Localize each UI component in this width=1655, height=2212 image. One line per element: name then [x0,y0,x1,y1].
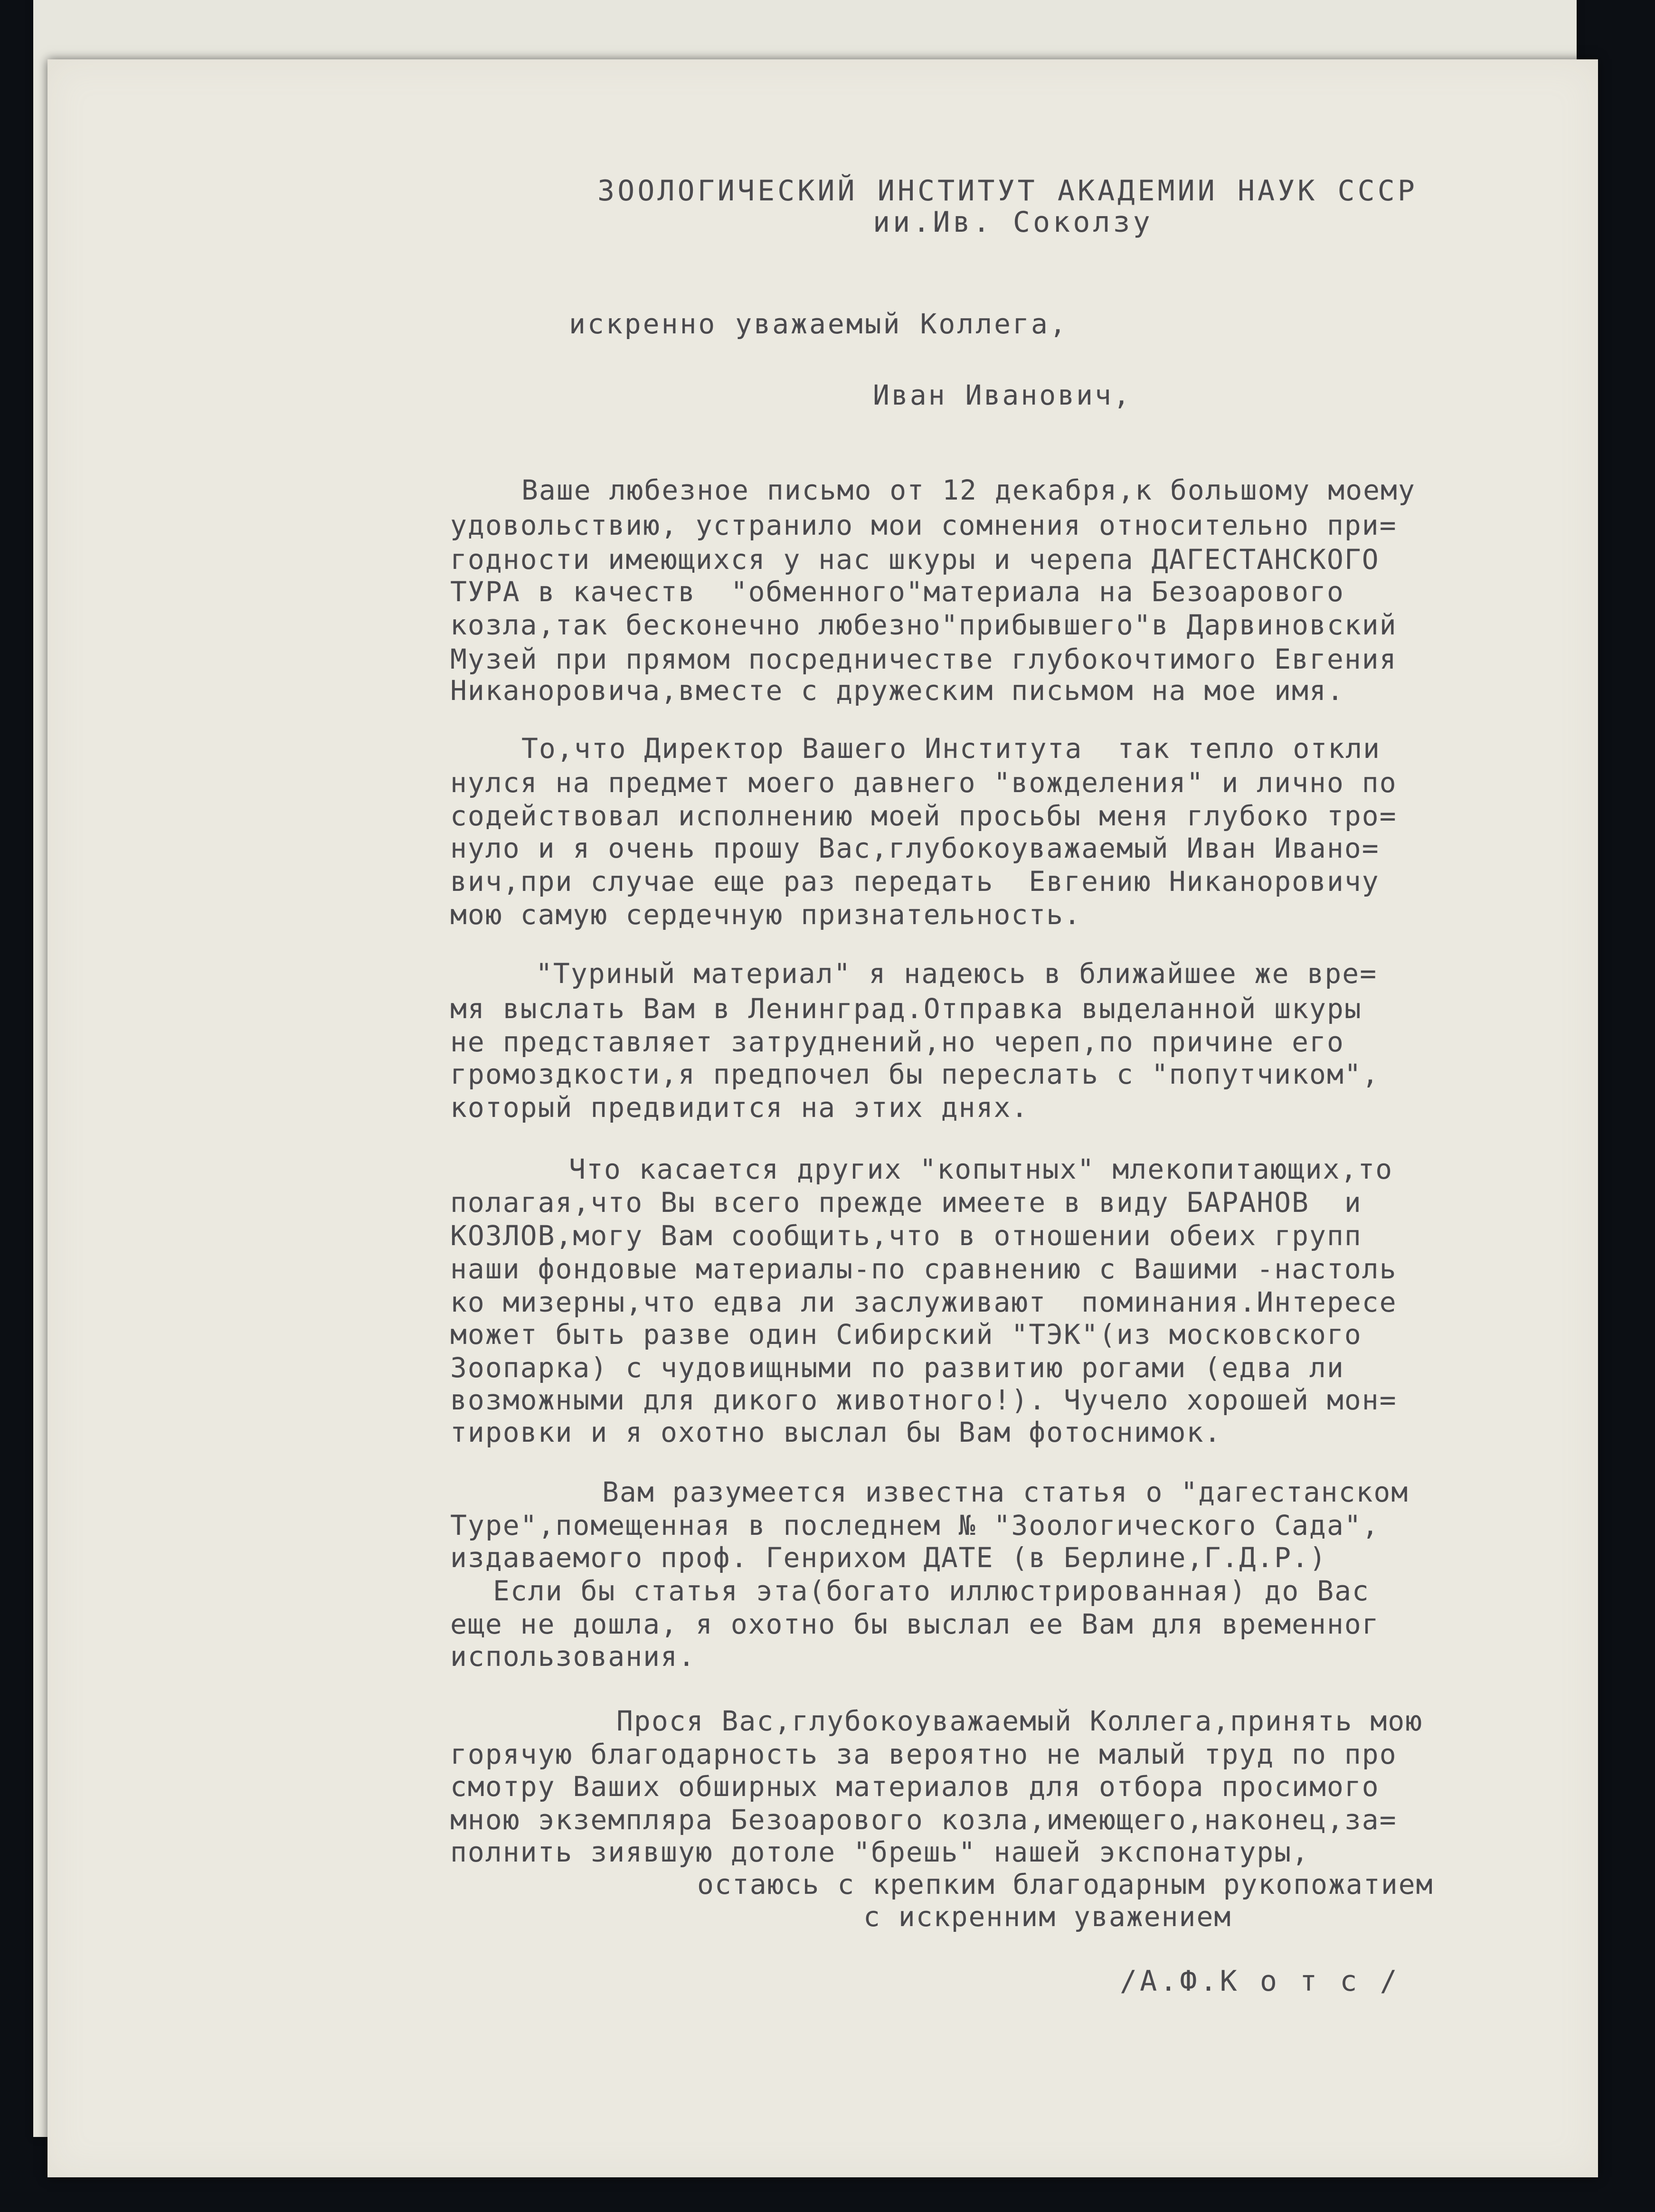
body-line: может быть разве один Сибирский "ТЭК"(из московского [450,1318,1362,1351]
body-line: который предвидится на этих днях. [450,1091,1029,1124]
body-line: содействовал исполнению моей просьбы меня глубоко тро= [450,800,1397,832]
body-line: остаюсь с крепким благодарным рукопожатием [697,1868,1434,1900]
body-line: ко мизерны,что едва ли заслуживают поминания.Интересе [450,1286,1397,1318]
body-line: Что касается других "копытных" млекопитающих,то [569,1153,1393,1185]
body-line: Туре",помещенная в последнем № "Зоологического Сада", [450,1509,1380,1541]
institute-heading: ЗООЛОГИЧЕСКИЙ ИНСТИТУТ АКАДЕМИИ НАУК СССР [597,174,1418,208]
body-line: Вам разумеется известна статья о "дагестанском [602,1476,1409,1508]
body-line: наши фондовые материалы-по сравнению с Вашими -настоль [450,1253,1397,1285]
body-line: удовольствию, устранило мои сомнения относительно при= [450,509,1397,541]
body-line: нулся на предмет моего давнего "вожделения" и лично по [450,766,1397,799]
body-line: смотру Ваших обширных материалов для отбора просимого [450,1770,1380,1803]
body-line: полагая,что Вы всего прежде имеете в виду БАРАНОВ и [450,1186,1362,1219]
body-line: То,что Директор Вашего Института так тепло откли [521,732,1381,765]
body-line: нуло и я очень прошу Вас,глубокоуважаемый Иван Ивано= [450,832,1380,864]
body-line: мою самую сердечную признательность. [450,898,1082,931]
body-line: Ваше любезное письмо от 12 декабря,к большому моему [521,474,1416,506]
body-line: тировки и я охотно выслал бы Вам фотоснимок. [450,1416,1222,1448]
body-line: козла,так бесконечно любезно"прибывшего"в Дарвиновский [450,609,1397,641]
body-line: использования. [450,1640,696,1673]
body-line: годности имеющихся у нас шкуры и черепа ДАГЕСТАНСКОГО [450,543,1380,576]
body-line: Если бы статья эта(богато иллюстрированная) до Вас [493,1575,1370,1607]
body-line: Прося Вас,глубокоуважаемый Коллега,принять мою [616,1705,1423,1737]
signature: /А.Ф.К о т с / [1120,1965,1400,1998]
body-line: КОЗЛОВ,могу Вам сообщить,что в отношении обеих групп [450,1219,1362,1252]
body-line: мною экземпляра Безоарового козла,имеющего,наконец,за= [450,1804,1397,1836]
body-line: Зоопарка) с чудовищными по развитию рогами (едва ли [450,1352,1344,1384]
body-line: не представляет затруднений,но череп,по причине его [450,1026,1344,1058]
body-line: Музей при прямом посредничестве глубокочтимого Евгения [450,643,1397,675]
body-line: мя выслать Вам в Ленинград.Отправка выделанной шкуры [450,993,1362,1025]
salutation-line-1: искренно уважаемый Коллега, [569,308,1068,340]
body-line: издаваемого проф. Генрихом ДАТЕ (в Берлине,Г.Д.Р.) [450,1541,1327,1574]
body-line: ТУРА в качеств "обменного"материала на Безоарового [450,576,1344,608]
body-line: Никаноровича,вместе с дружеским письмом на мое имя. [450,674,1344,707]
body-line: горячую благодарность за вероятно не малый труд по про [450,1738,1397,1770]
body-line: полнить зиявшую дотоле "брешь" нашей экспонатуры, [450,1836,1310,1868]
body-line: вич,при случае еще раз передать Евгению Никаноровичу [450,865,1380,898]
addressee-institute: ии.Ив. Соколзу [873,206,1153,239]
body-line: с искренним уважением [863,1900,1232,1933]
body-line: "Туриный материал" я надеюсь в ближайшее же вре= [536,957,1378,990]
body-line: возможными для дикого животного!). Чучело хорошей мон= [450,1384,1397,1416]
salutation-line-2: Иван Иванович, [873,379,1132,411]
body-line: громоздкости,я предпочел бы переслать с "попутчиком", [450,1058,1380,1090]
body-line: еще не дошла, я охотно бы выслал ее Вам для временног [450,1608,1380,1640]
